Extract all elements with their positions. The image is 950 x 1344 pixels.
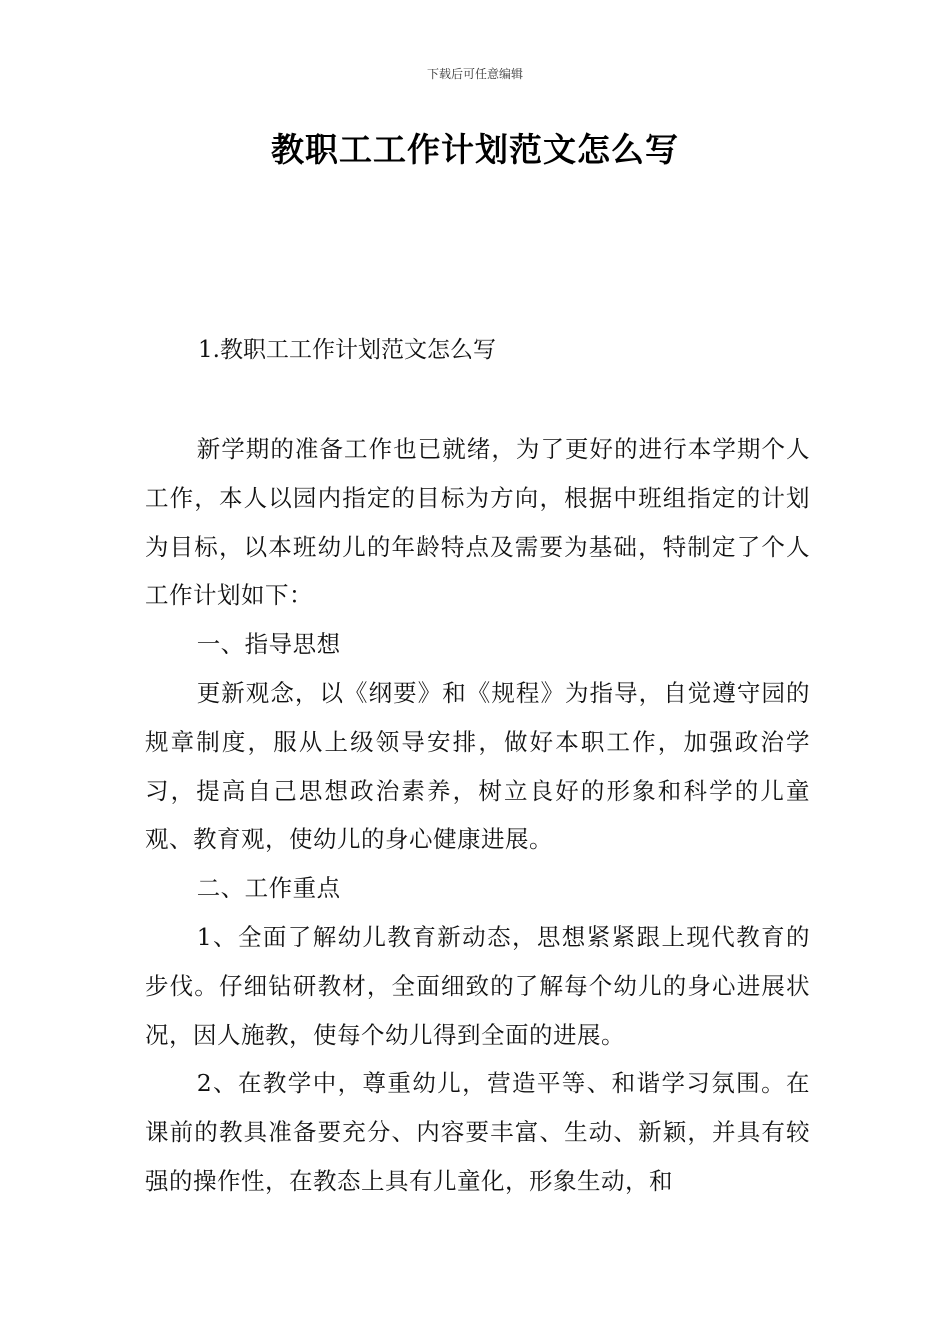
paragraph-guiding-ideology: 更新观念，以《纲要》和《规程》为指导，自觉遵守园的规章制度，服从上级领导安排，做好本职工作，加强政治学习，提高自己思想政治素养，树立良好的形象和科学的儿童观、教育观，使幼儿的身心健康进展。	[145, 678, 810, 854]
heading-work-focus: 二、工作重点	[196, 874, 341, 903]
paragraph-focus-item-2: 2、在教学中，尊重幼儿，营造平等、和谐学习氛围。在课前的教具准备要充分、内容要丰富、生动、新颖，并具有较强的操作性，在教态上具有儿童化，形象生动，和	[145, 1069, 810, 1195]
document-title: 教职工工作计划范文怎么写	[271, 130, 679, 169]
paragraph-intro: 新学期的准备工作也已就绪，为了更好的进行本学期个人工作，本人以园内指定的目标为方向，根据中班组指定的计划为目标，以本班幼儿的年龄特点及需要为基础，特制定了个人工作计划如下：	[145, 435, 810, 610]
heading-guiding-ideology: 一、指导思想	[196, 630, 341, 659]
section-heading: 1.教职工工作计划范文怎么写	[198, 337, 496, 363]
document-body	[145, 425, 810, 1206]
header-note: 下载后可任意编辑	[426, 67, 523, 81]
paragraph-focus-item-1: 1、全面了解幼儿教育新动态，思想紧紧跟上现代教育的步伐。仔细钻研教材，全面细致的了解每个幼儿的身心进展状况，因人施教，使每个幼儿得到全面的进展。	[145, 922, 810, 1049]
